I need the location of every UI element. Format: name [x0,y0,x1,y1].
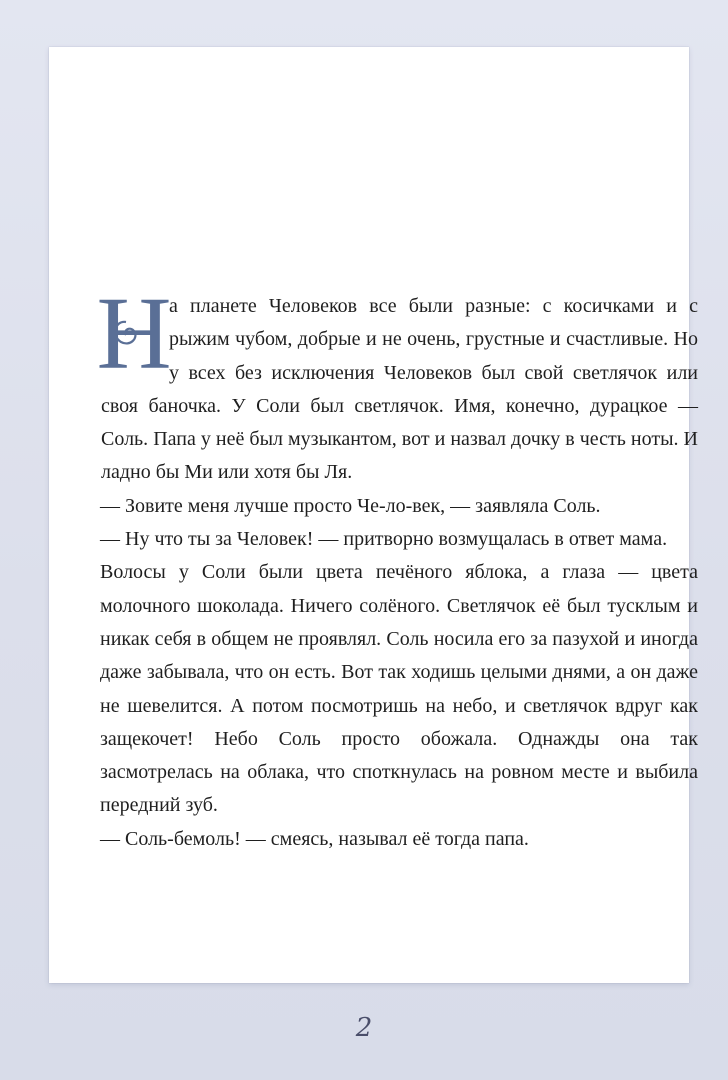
paragraph-2: — Зовите меня лучше просто Че-ло-век, — заявляла Соль. [100,494,601,517]
story-text [96,276,698,856]
paragraph-1 [96,276,698,490]
paragraph-4: Волосы у Соли были цвета печёного яблока, а глаза — цвета молочного шоколада. Ничего солёного. Светлячок её был тусклым и никак себя в общем не проявлял. Соль носила его за пазухой и иногда даже забывала, что он есть. Вот так ходишь целыми днями, а он даже не шевелится. А потом посмотришь на небо, и светлячок вдруг как защекочет! Небо Соль просто обожала. Однажды она так засмотрелась на облака, что споткнулась на ровном месте и выбила передний зуб. [100,561,698,817]
paragraph-5: — Соль-бемоль! — смеясь, называл её тогда папа. [100,827,529,850]
page-number: 2 [355,1013,373,1043]
dropcap-letter [96,276,172,391]
dropcap-svg [96,276,172,391]
paragraph-3: — Ну что ты за Человек! — притворно возмущалась в ответ мама. [100,528,668,551]
dropcap-glyph: Н [96,276,172,391]
paragraph-1-text: а планете Человеков все были разные: с косичками и с рыжим чубом, добрые и не очень, грустные и счастливые. Но у всех без исключения Человеков был свой светлячок или своя баночка. У Соли был светлячок. Имя, конечно, дурацкое — Соль. Папа у неё был музыкантом, вот и назвал дочку в честь ноты. И ладно бы Ми или хотя бы Ля. [101,295,698,484]
